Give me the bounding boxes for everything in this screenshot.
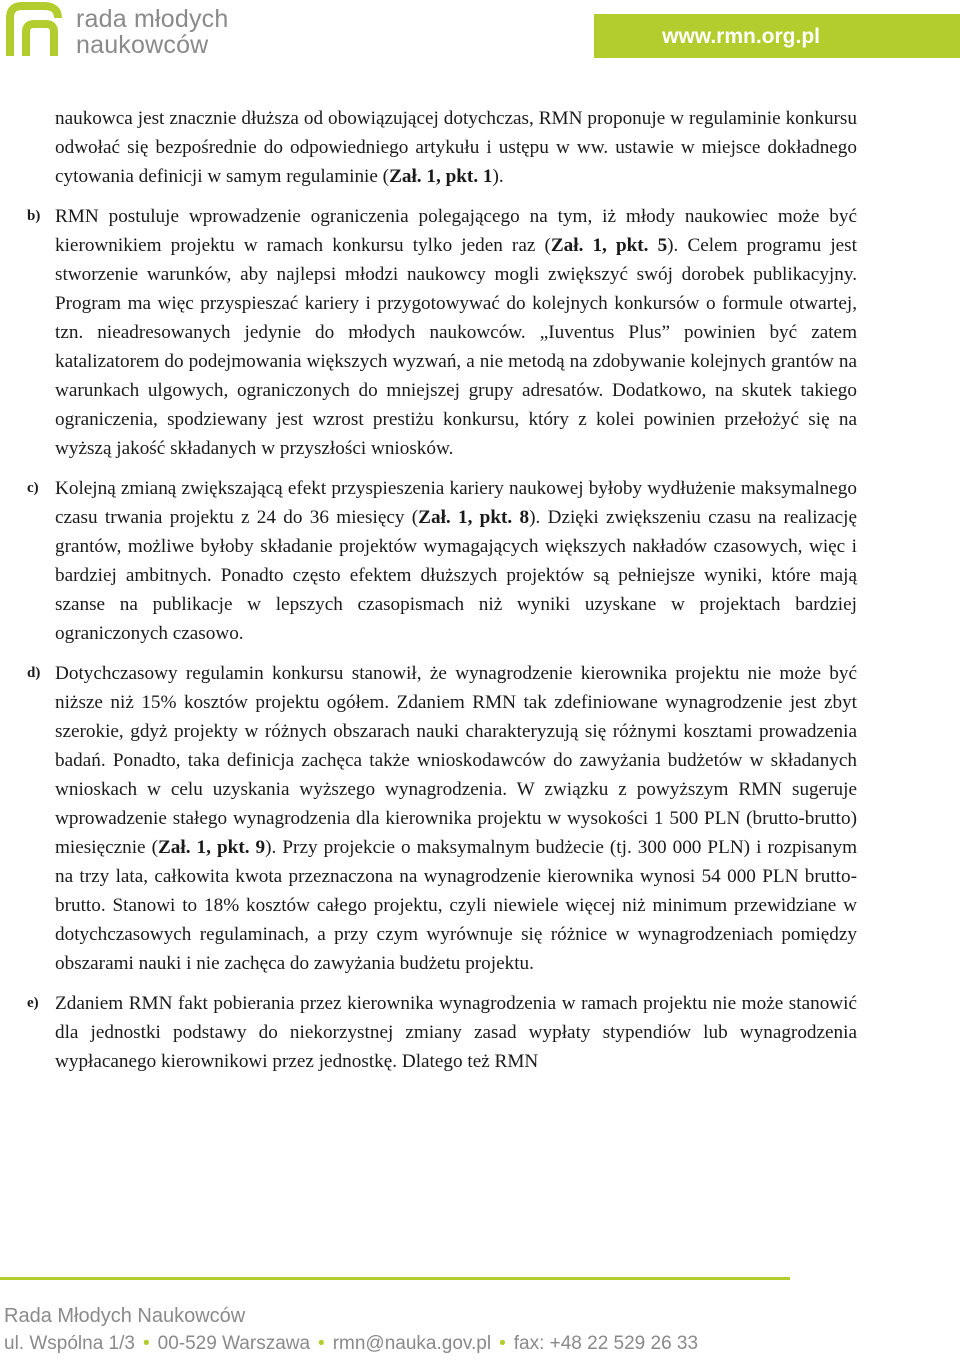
item-d-reference: Zał. 1, pkt. 9 [158,837,266,858]
list-label-e: e) [27,995,39,1011]
footer-city: 00-529 Warszawa [157,1333,311,1354]
footer-organization: Rada Młodych Naukowców [4,1305,246,1327]
footer-contact [4,1333,698,1355]
list-label-b: b) [27,208,41,224]
list-label-d: d) [27,665,41,681]
list-item-d [27,659,857,978]
footer-fax: fax: +48 22 529 26 33 [513,1333,699,1354]
list-item-b [27,202,857,463]
website-banner[interactable] [594,14,960,58]
item-b-text-1: RMN postuluje wprowadzenie ograniczenia polegającego na tym, iż młody naukowiec może być kierownikiem projektu w ramach konkursu tylko jeden raz ( [55,206,857,256]
item-b-reference: Zał. 1, pkt. 5 [550,235,668,256]
document-body [27,104,857,1076]
list-item-e [27,989,857,1076]
item-c-reference: Zał. 1, pkt. 8 [418,507,530,528]
separator-dot: • [499,1333,506,1354]
item-b-text-2: ). Celem programu jest stworzenie warunków, aby najlepsi młodzi naukowcy mogli zwiększyć swój dorobek publikacyjny. Program ma więc przyspieszać kariery i przygotowywać do kolejnych konkursów o formule otwartej, tzn. nieadresowanych jedynie do młodych naukowców. „Iuventus Plus” powinien być zatem katalizatorem do podejmowania większych wyzwań, a nie metodą na zdobywanie kolejnych grantów na warunkach ulgowych, ograniczonych do mniejszej grupy adresatów. Dodatkowo, na skutek takiego ograniczenia, spodziewany jest wzrost prestiżu konkursu, który z kolei powinien przełożyć się na wyższą jakość składanych w przyszłości wniosków. [55,235,857,459]
page-header [0,0,960,70]
list-item-c [27,474,857,648]
item-d-text-2: ). Przy projekcie o maksymalnym budżecie (tj. 300 000 PLN) i rozpisanym na trzy lata, całkowita kwota przeznaczona na wynagrodzenie kierownika wynosi 54 000 PLN brutto-brutto. Stanowi to 18% kosztów całego projektu, czyli niewiele więcej niż minimum przewidziane w dotychczasowych regulaminach, a przy czym wyrównuje się różnice w wynagrodzeniach pomiędzy obszarami nauki i nie zachęca do zawyżania budżetu projektu. [55,837,857,974]
intro-paragraph [27,104,857,191]
separator-dot: • [318,1333,325,1354]
logo-text [76,6,228,58]
item-e-text-1: Zdaniem RMN fakt pobierania przez kierownika wynagrodzenia w ramach projektu nie może stanowić dla jednostki podstawy do niekorzystnej zmiany zasad wypłaty stypendiów lub wynagrodzenia wypłacanego kierownikowi przez jednostkę. Dlatego też RMN [55,993,857,1072]
intro-end: ). [492,166,504,187]
rmn-logo[interactable] [4,2,324,62]
separator-dot: • [142,1333,150,1354]
footer-email[interactable]: rmn@nauka.gov.pl [332,1333,492,1354]
website-url[interactable]: www.rmn.org.pl [662,25,820,48]
logo-line-1: rada młodych [76,5,229,33]
intro-reference: Zał. 1, pkt. 1 [389,166,493,187]
intro-text: naukowca jest znacznie dłuższa od obowiązującej dotychczas, RMN proponuje w regulaminie konkursu odwołać się bezpośrednie do odpowiedniego artykułu i ustępu w ww. ustawie w miejsce dokładnego cytowania definicji w samym regulaminie ( [55,108,857,187]
list-label-c: c) [27,480,39,496]
rmn-logo-icon [4,2,68,60]
footer-divider [0,1277,790,1280]
logo-line-2: naukowców [76,31,209,59]
item-d-text-1: Dotychczasowy regulamin konkursu stanowił, że wynagrodzenie kierownika projektu nie może być niższe niż 15% kosztów projektu ogółem. Zdaniem RMN tak zdefiniowane wynagrodzenie jest zbyt szerokie, gdyż projekty w różnych obszarach nauki charakteryzują się różnymi kosztami prowadzenia badań. Ponadto, taka definicja zachęca także wnioskodawców do zawyżania budżetów w składanych wnioskach w celu uzyskania wyższego wynagrodzenia. W związku z powyższym RMN sugeruje wprowadzenie stałego wynagrodzenia dla kierownika projektu w wysokości 1 500 PLN (brutto-brutto) miesięcznie ( [55,663,857,858]
item-c-text-1: Kolejną zmianą zwiększającą efekt przyspieszenia kariery naukowej byłoby wydłużenie maksymalnego czasu trwania projektu z 24 do 36 miesięcy ( [55,478,857,528]
item-c-text-2: ). Dzięki zwiększeniu czasu na realizację grantów, możliwe byłoby składanie projektów wymagających większych nakładów czasowych, więc i bardziej ambitnych. Ponadto często efektem dłuższych projektów są pełniejsze wyniki, które mają szanse na publikacje w lepszych czasopismach niż wyniki uzyskane w projektach bardziej ograniczonych czasowo. [55,507,857,644]
footer-address: ul. Wspólna 1/3 [4,1333,135,1354]
